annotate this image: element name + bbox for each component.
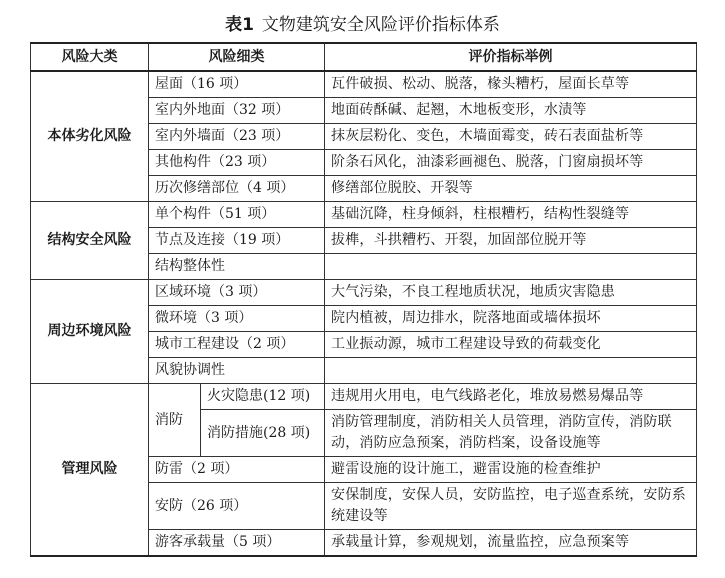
header-subcategory: 风险细类 xyxy=(149,43,325,71)
category-cell: 周边环境风险 xyxy=(31,280,149,384)
table-number: 表1 xyxy=(225,15,254,35)
table-row xyxy=(31,384,697,410)
subcategory-cell: 结构整体性 xyxy=(149,254,325,280)
risk-evaluation-table xyxy=(30,42,697,557)
header-row xyxy=(31,43,697,71)
subcategory-cell: 消防措施(28 项) xyxy=(201,410,325,457)
subcategory-cell: 风貌协调性 xyxy=(149,358,325,384)
indicator-cell: 消防管理制度，消防相关人员管理，消防宣传，消防联动，消防应急预案，消防档案，设备设施等 xyxy=(325,410,697,457)
indicator-cell: 瓦件破损、松动、脱落，椽头糟朽，屋面长草等 xyxy=(325,71,697,98)
category-cell: 本体劣化风险 xyxy=(31,71,149,202)
indicator-cell: 抹灰层粉化、变色，木墙面霉变，砖石表面盐析等 xyxy=(325,124,697,150)
subcategory-cell: 区域环境（3 项） xyxy=(149,280,325,306)
table-row xyxy=(31,280,697,306)
indicator-cell: 基础沉降，柱身倾斜，柱根糟朽，结构性裂缝等 xyxy=(325,202,697,228)
fire-group-cell: 消防 xyxy=(149,384,201,457)
subcategory-cell: 室内外地面（32 项） xyxy=(149,98,325,124)
table-row xyxy=(31,71,697,98)
indicator-cell xyxy=(325,254,697,280)
subcategory-cell: 历次修缮部位（4 项） xyxy=(149,176,325,202)
subcategory-cell: 城市工程建设（2 项） xyxy=(149,332,325,358)
category-cell: 结构安全风险 xyxy=(31,202,149,280)
subcategory-cell: 屋面（16 项） xyxy=(149,71,325,98)
indicator-cell: 避雷设施的设计施工，避雷设施的检查维护 xyxy=(325,457,697,483)
indicator-cell: 院内植被，周边排水，院落地面或墙体损坏 xyxy=(325,306,697,332)
subcategory-cell: 游客承载量（5 项） xyxy=(149,530,325,557)
indicator-cell: 安保制度，安保人员，安防监控，电子巡查系统，安防系统建设等 xyxy=(325,483,697,530)
indicator-cell: 地面砖酥碱、起翘，木地板变形，水渍等 xyxy=(325,98,697,124)
indicator-cell: 工业振动源，城市工程建设导致的荷载变化 xyxy=(325,332,697,358)
indicator-cell: 承载量计算，参观规划，流量监控，应急预案等 xyxy=(325,530,697,557)
subcategory-cell: 火灾隐患(12 项) xyxy=(201,384,325,410)
subcategory-cell: 安防（26 项） xyxy=(149,483,325,530)
category-cell: 管理风险 xyxy=(31,384,149,557)
subcategory-cell: 防雷（2 项） xyxy=(149,457,325,483)
header-indicators: 评价指标举例 xyxy=(325,43,697,71)
subcategory-cell: 单个构件（51 项） xyxy=(149,202,325,228)
header-category: 风险大类 xyxy=(31,43,149,71)
subcategory-cell: 其他构件（23 项） xyxy=(149,150,325,176)
indicator-cell: 阶条石风化，油漆彩画褪色、脱落，门窗扇损坏等 xyxy=(325,150,697,176)
indicator-cell xyxy=(325,358,697,384)
table-row xyxy=(31,202,697,228)
table-title-text: 文物建筑安全风险评价指标体系 xyxy=(261,15,500,35)
table-title xyxy=(0,10,725,35)
indicator-cell: 违规用火用电，电气线路老化，堆放易燃易爆品等 xyxy=(325,384,697,410)
indicator-cell: 大气污染，不良工程地质状况，地质灾害隐患 xyxy=(325,280,697,306)
subcategory-cell: 微环境（3 项） xyxy=(149,306,325,332)
subcategory-cell: 室内外墙面（23 项） xyxy=(149,124,325,150)
indicator-cell: 拔榫，斗拱糟朽、开裂，加固部位脱开等 xyxy=(325,228,697,254)
subcategory-cell: 节点及连接（19 项） xyxy=(149,228,325,254)
indicator-cell: 修缮部位脱胶、开裂等 xyxy=(325,176,697,202)
